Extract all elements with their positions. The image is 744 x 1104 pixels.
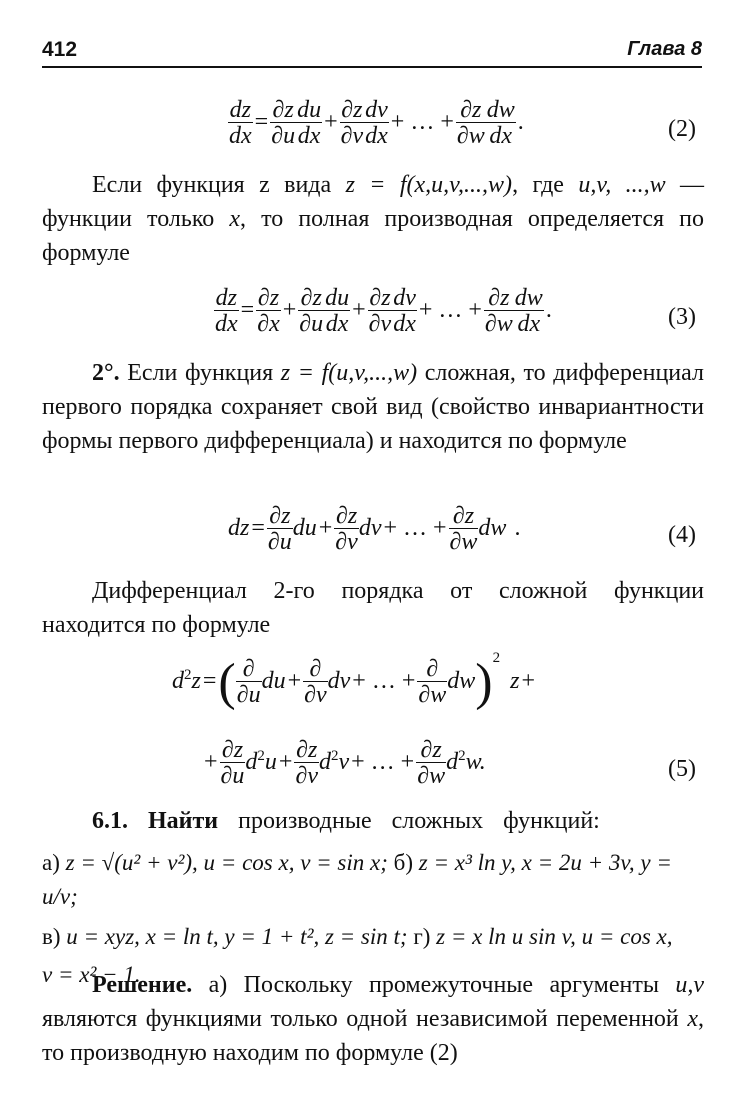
equation-5-line-2: + $\frac{\partial z}{\partial u}$ $d^2u+$ $\frac{\partial z}{\partial v}$ $d^2v+$ … + $\frac{\partial z}{\partial w}$ $d^2w$. (5): [204, 737, 696, 789]
paragraph-1: Если функция z вида z = f(x,u,v,...,w), где u,v, ...,w — функции только x, то полная производная определяется по формуле: [42, 172, 705, 266]
equation-number: (5): [668, 756, 696, 782]
page-header: [42, 36, 702, 66]
header-rule: [42, 66, 702, 68]
page-number: 412: [42, 38, 78, 61]
task-c-d: в) u = xyz, x = ln t, y = 1 + t², z = sin t; г) z = x ln u sin v, u = cos x,: [42, 924, 673, 949]
equation-number: (2): [668, 116, 696, 142]
paragraph-3: Дифференциал 2-го порядка от сложной функции находится по формуле: [42, 578, 704, 638]
task-d-cont: v = x² − 1.: [42, 962, 141, 987]
paragraph-2: 2°. Если функция z = f(u,v,...,w) сложная, то дифференциал первого порядка сохраняет свой вид (свойство инвариантности формы первого дифференциала) и находится по формуле: [42, 360, 704, 454]
equation-number: (4): [668, 522, 696, 548]
equation-3: $\frac{dz}{dx}$ = $\frac{\partial z}{\partial x}$ + $\frac{\partial z}{\partial u}$ $\frac{du}{dx}$ + $\frac{\partial z}{\partial v}$ $\frac{dv}{dx}$ + … + $\frac{\partial z}{\partial w}$ $\frac{dw}{dx}$ . (3): [215, 285, 696, 337]
equation-5-line-1: $d^2z=$( $\frac{\partial}{\partial u}$ du+ $\frac{\partial}{\partial v}$ dv+ … + $\frac{\partial}{\partial w}$ dw)$^2$ z+: [172, 650, 535, 711]
equation-4: dz= $\frac{\partial z}{\partial u}$ du+ $\frac{\partial z}{\partial v}$ dv+ … + $\frac{\partial z}{\partial w}$ dw . (4): [228, 503, 696, 555]
problem-6-1: 6.1. Найти производные сложных функций:: [92, 808, 600, 834]
solution-paragraph: Решение. а) Поскольку промежуточные аргументы u,v являются функциями только одной независимой переменной x, то производную находим по формуле (2): [42, 972, 704, 1066]
chapter-title: Глава 8: [627, 38, 702, 60]
task-a-b: а) z = √(u² + v²), u = cos x, v = sin x; б) z = x³ ln y, x = 2u + 3v, y = u/v;: [42, 850, 672, 909]
equation-2: $\frac{dz}{dx}$ = $\frac{\partial z}{\partial u}$ $\frac{du}{dx}$ + $\frac{\partial z}{\partial v}$ $\frac{dv}{dx}$ + … + $\frac{\partial z}{\partial w}$ $\frac{dw}{dx}$ . (2): [229, 97, 696, 149]
equation-number: (3): [668, 304, 696, 330]
